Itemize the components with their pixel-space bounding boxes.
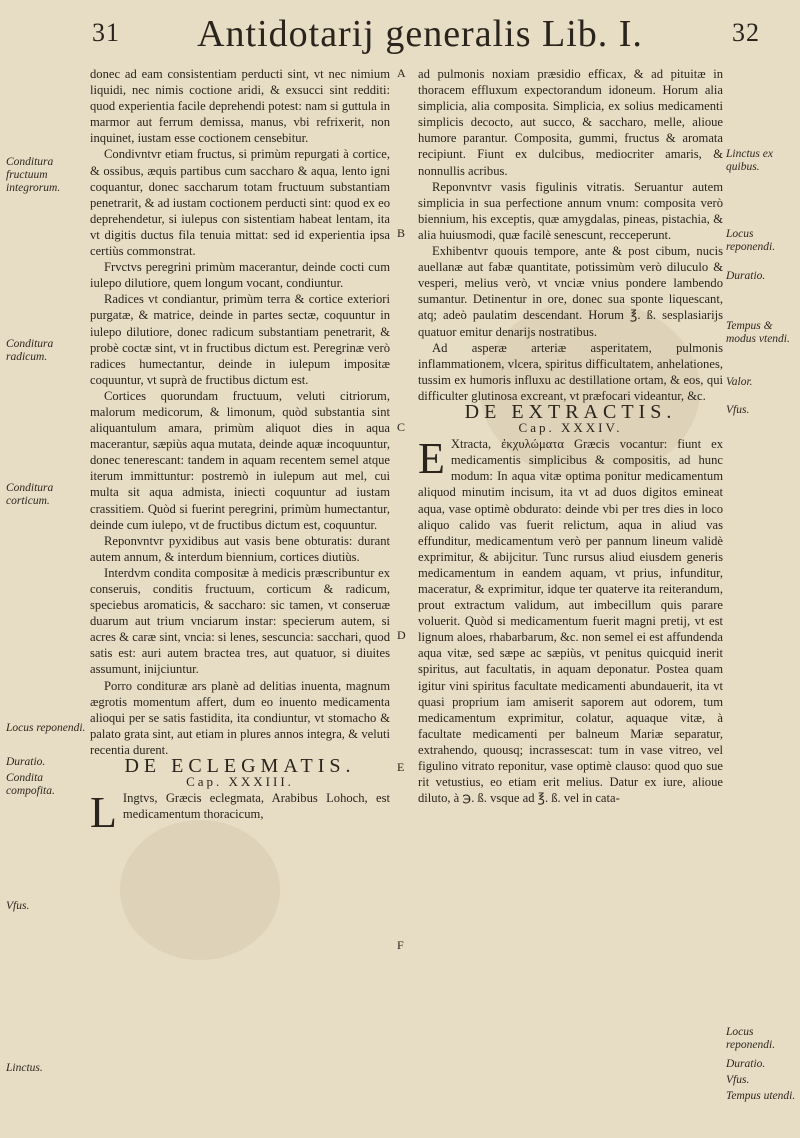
margin-note: Duratio. <box>726 1058 766 1070</box>
paragraph: Exhibentvr quouis tempore, ante & post cibum, nucis auellanæ aut fabæ quantitate, potissimùm verò diluculo & vesperi, melius verò, vt vnciæ vnius pondere lambendo sumantur. Detinentur in ore, donec sua sponte liquescant, atq; adeò paulatim descendant. Horum ℥. ß. sesplasiarijs quatuor emitur denarijs nostratibus. <box>418 244 723 339</box>
margin-note: Conditura fructuum integrorum. <box>6 156 61 194</box>
paragraph: Ingtvs, Græcis eclegmata, Arabibus Lohoch, est medicamentum thoracicum, <box>122 791 390 822</box>
margin-note: Tempus & modus vtendi. <box>726 320 790 345</box>
section-letter: B <box>397 226 406 240</box>
margin-note: Locus reponendi. <box>726 1026 776 1051</box>
paragraph: Radices vt condiantur, primùm terra & cortice exteriori purgatæ, & matrice, deinde in partes sectæ, coquuntur in iulepo dilutiore, donec radicum substantiam penetrarit, & probè coctæ sint, vt in fructibus dictum est. Peregrinæ verò radices humectantur, deinde in iulepum impositæ coquuntur, vt suprà de fructibus dictum est. <box>90 292 390 387</box>
running-title: Antidotarij generalis Lib. I. <box>197 13 643 55</box>
page-number-right: 32 <box>732 18 760 47</box>
paragraph: Frvctvs peregrini primùm macerantur, deinde cocti cum iulepo dilutiore, quem longum vocant, condiuntur. <box>90 260 390 291</box>
chapter-label: Cap. XXXIII. <box>186 774 294 790</box>
section-letter: A <box>397 66 406 80</box>
chapter-label: Cap. XXXIV. <box>518 420 623 436</box>
margin-note: Locus reponendi. <box>6 722 86 734</box>
paragraph: Ad asperæ arteriæ asperitatem, pulmonis inflammationem, vlcera, spiritus difficultatem, anhelationes, tussim ex humoris influxu ac destillatione ortam, & eos, qui difficulter glutinosa excreant, vt præfocari videantur, &c. <box>418 340 723 403</box>
paragraph: Reponvntvr vasis figulinis vitratis. Seruantur autem simplicia in sua perfectione annum vnum: composita verò biennium, his exceptis, quæ amygdalas, pineas, pistachia, & alia huiusmodi, quæ facilè senescunt, recceperunt. <box>418 179 723 242</box>
margin-note: Vfus. <box>726 1074 750 1086</box>
margin-note: Conditura radicum. <box>6 338 54 363</box>
paragraph: Cortices quorundam fructuum, veluti citriorum, malorum medicorum, & limonum, quòd substantia sint aliquantulum amara, primùm aliquot dies in aqua macerantur, sæpiùs aqua mutata, deinde aquæ incoquuntur, donec tenerescant: tandem in aquam recentem semel atque iterum immittuntur: postremò in iulepum aut mel, cui multa sit aqua admista, iniecti coquuntur ad iustam crassitiem. Quòd si fuerint peregrini, primùm humectantur, deinde cum iulepo, vt de fructibus dictum est, coquuntur. <box>90 388 390 532</box>
margin-note: Conditura corticum. <box>6 482 54 507</box>
paragraph: Interdvm condita compositæ à medicis præscribuntur ex conseruis, conditis fructuum, corticum & radicum, speciebus aromaticis, & saccharo: sic tamen, vt conseruæ duarum aut trium vnciarum instar: specierum autem, si acres & caræ sint, vncia: si lenes, sescuncia: sacchari, quod satis est: auri autem bractea tres, aut quatuor, si diuites assumunt, inijciuntur. <box>90 565 390 677</box>
section-letter: C <box>397 420 406 434</box>
right-column <box>418 66 723 806</box>
paper-stain <box>120 820 280 960</box>
paragraph: Xtracta, ἐκχυλώματα Græcis vocantur: fiunt ex medicamentis simplicibus & compositis, ad hunc modum: In aqua vitæ optima ponitur medicamentum aliquod minutim incisum, ita vt ad duos digitos emineat aqua, vase optimè obdurato: deinde vbi per tres dies in loco aliquo calido vas fuerit relictum, aqua in aliud vas effunditur, medicamentum verò per pannum lineum validè exprimitur, & abijcitur. Tunc rursus aliud eiusdem generis medicamentum in eandem aquam, vt prius, infunditur, maceratur, & exprimitur, idque ter quaterve ita reiterandum, prout extractum validum, aut imbecillum quis parare voluerit. Quòd si medicamentum fuerit magni pretij, vt est lignum aloes, rhabarbarum, &c. non semel ei est affundenda aqua vitæ, sed sæpe ac sæpiùs, vt penitus quicquid inerit spiritus, aut facultatis, in aquam deponatur. Postea quam igitur vini spiritus facultate medicamenti abundauerit, ita vt quasi proprium iam amiserit saporem aut odorem, tum medicamentum exprimitur, colatur, aquaque vitæ, à facultate medicamenti per balneum Mariæ separatur, extrahendo, quousq; incrassescat: tum in vase vitreo, vel figulino vitrato reponitur, vase optimè clauso: quod quo sue rit vetustius, eo etiam erit melius. Datur ex iure, alioue diluto, à ℈. ß. vsque ad ℥. ß. vel in cata- <box>418 437 723 806</box>
left-column <box>90 66 390 838</box>
drop-cap: L <box>90 788 117 838</box>
section-letter: D <box>397 628 406 642</box>
margin-note: Vfus. <box>726 404 750 416</box>
paragraph: donec ad eam consistentiam perducti sint, vt nec nimium liquidi, nec nimis coctione aridi, & exsucci sint redditi: quod experientia facile deprehendi potest: nam si guttula in marmor aut ferrum demissa, manus, vbi refrixerit, non inquinet, iustam esse coctionem censebitur. <box>90 67 390 146</box>
drop-cap: E <box>418 434 445 484</box>
paragraph: ad pulmonis noxiam præsidio efficax, & ad pituitæ in thoracem effluxum expectorandum idoneum. Horum alia simplicia, alia composita. Simplicia, ex solius medicamenti simplicis decocto, aut succo, & saccharo, melle, alioue humore parantur. Composita, gummi, fructus & aromata recipiunt. Fiunt ex dulcibus, mediocriter amaris, & nonnullis acribus. <box>418 67 723 178</box>
margin-note: Valor. <box>726 376 753 388</box>
page-header <box>0 10 800 60</box>
margin-note: Condita compofita. <box>6 772 55 797</box>
margin-note: Vfus. <box>6 900 30 912</box>
paragraph: Reponvntvr pyxidibus aut vasis bene obturatis: durant autem annum, & interdum biennium, cortices diutiùs. <box>90 533 390 564</box>
section-letter: E <box>397 760 405 774</box>
page-number-left: 31 <box>92 18 120 47</box>
section-heading: DE EXTRACTIS. <box>464 400 677 423</box>
margin-note: Tempus utendi. <box>726 1090 796 1102</box>
paragraph: Porro condituræ ars planè ad delitias inuenta, magnum ægrotis momentum affert, dum eo inuento medicamenta alioqui per se satis fastidita, ita condiuntur, vt stomacho & palato grata sint, aut etiam in plures annos integra, & veluti recentia durent. <box>90 678 390 757</box>
margin-note: Locus reponendi. <box>726 228 776 253</box>
margin-note: Duratio. <box>6 756 46 768</box>
section-heading: DE ECLEGMATIS. <box>124 755 356 778</box>
paragraph: Condivntvr etiam fructus, si primùm repurgati à cortice, & ossibus, æquis partibus cum saccharo & aqua, lento igni coquantur, donec saccharum totam fructuum substantiam penetrarit, & ad iustam coctionem perducti sint: quod ex eo deprehendetur, si iulepus con sistentiam habeat lentam, ita vt digitis ductus fila tenuia mittat: sed id experientia ipsa certiùs commonstrat. <box>90 147 390 259</box>
margin-note: Duratio. <box>726 270 766 282</box>
margin-note: Linctus. <box>6 1062 43 1074</box>
section-letter: F <box>397 938 404 952</box>
margin-note: Linctus ex quibus. <box>726 148 773 173</box>
